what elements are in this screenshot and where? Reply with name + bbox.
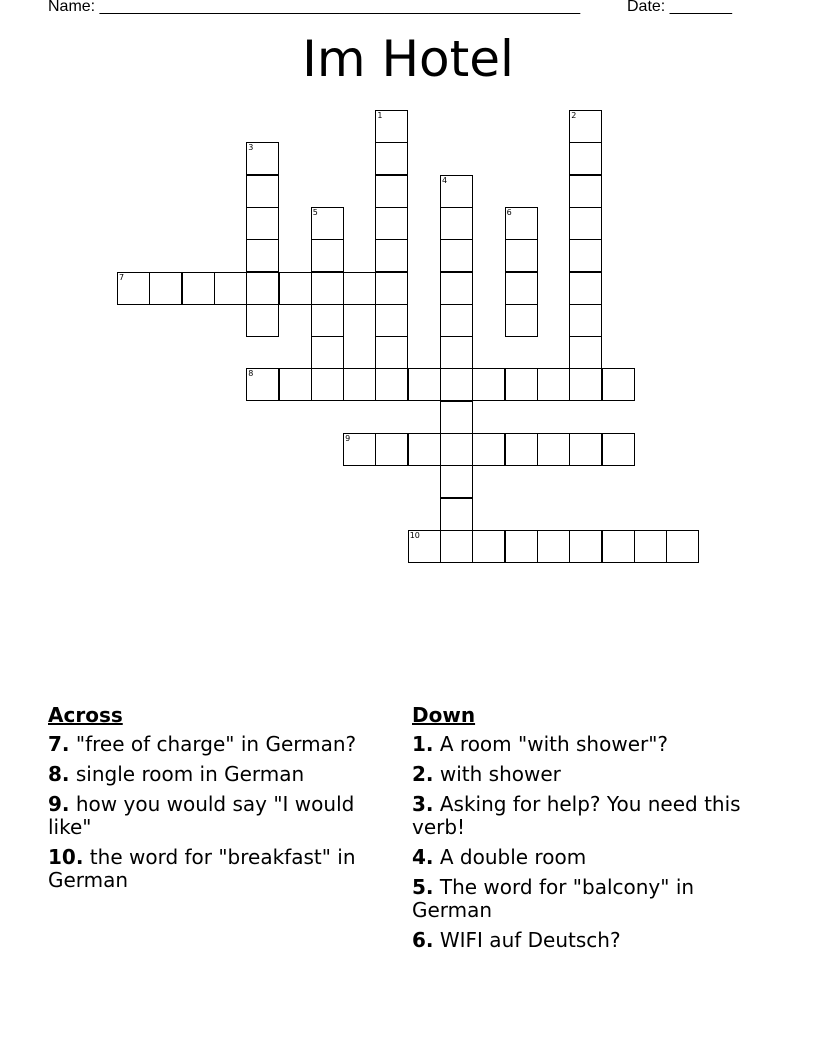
clue-number: 6. — [412, 928, 434, 952]
cell-number: 3 — [248, 143, 254, 153]
grid-cell[interactable] — [569, 368, 602, 401]
clue-text: single room in German — [75, 762, 305, 786]
grid-cell[interactable] — [246, 207, 279, 240]
grid-cell[interactable] — [343, 272, 376, 305]
grid-cell[interactable] — [505, 433, 538, 466]
grid-cell[interactable] — [375, 272, 408, 305]
grid-cell[interactable] — [569, 110, 602, 143]
grid-cell[interactable] — [408, 530, 441, 563]
grid-cell[interactable] — [505, 368, 538, 401]
grid-cell[interactable] — [440, 433, 473, 466]
grid-cell[interactable] — [375, 110, 408, 143]
grid-cell[interactable] — [472, 368, 505, 401]
cell-number: 7 — [119, 272, 125, 282]
grid-cell[interactable] — [505, 207, 538, 240]
grid-cell[interactable] — [440, 239, 473, 272]
grid-cell[interactable] — [311, 304, 344, 337]
grid-cell[interactable] — [472, 433, 505, 466]
clue-down-6 — [412, 929, 757, 952]
grid-cell[interactable] — [440, 207, 473, 240]
date-field-label: Date: _______ — [627, 0, 732, 15]
grid-cell[interactable] — [440, 272, 473, 305]
cell-number: 10 — [409, 530, 420, 540]
grid-cell[interactable] — [246, 239, 279, 272]
grid-cell[interactable] — [537, 368, 570, 401]
grid-cell[interactable] — [569, 433, 602, 466]
clue-across-9 — [48, 793, 388, 839]
grid-cell[interactable] — [408, 433, 441, 466]
clue-down-2 — [412, 763, 757, 786]
grid-cell[interactable] — [440, 465, 473, 498]
grid-cell[interactable] — [246, 142, 279, 175]
clue-number: 10. — [48, 845, 84, 869]
cell-number: 2 — [571, 111, 577, 120]
grid-cell[interactable] — [214, 272, 247, 305]
grid-cell[interactable] — [569, 175, 602, 208]
clue-text: how you would say "I would like" — [48, 792, 355, 839]
grid-cell[interactable] — [311, 368, 344, 401]
grid-cell[interactable] — [602, 530, 635, 563]
clue-across-8 — [48, 763, 388, 786]
grid-cell[interactable] — [569, 142, 602, 175]
grid-cell[interactable] — [182, 272, 215, 305]
grid-cell[interactable] — [375, 175, 408, 208]
clue-text: A double room — [439, 845, 587, 869]
grid-cell[interactable] — [569, 530, 602, 563]
grid-cell[interactable] — [569, 239, 602, 272]
down-clues — [412, 703, 757, 959]
cell-number: 5 — [312, 207, 318, 217]
grid-cell[interactable] — [311, 207, 344, 240]
grid-cell[interactable] — [246, 368, 279, 401]
grid-cell[interactable] — [569, 272, 602, 305]
cell-number: 9 — [345, 434, 351, 443]
clue-text: A room "with shower"? — [439, 732, 669, 756]
cell-number: 6 — [506, 207, 512, 217]
grid-cell[interactable] — [569, 336, 602, 369]
grid-cell[interactable] — [602, 433, 635, 466]
clue-down-1 — [412, 733, 757, 756]
grid-cell[interactable] — [440, 498, 473, 531]
grid-cell[interactable] — [343, 368, 376, 401]
clue-across-10 — [48, 846, 388, 892]
name-field-label: Name: ______________________________________________________ — [48, 0, 581, 15]
clue-down-4 — [412, 846, 757, 869]
grid-cell[interactable] — [505, 530, 538, 563]
grid-cell[interactable] — [602, 368, 635, 401]
grid-cell[interactable] — [375, 239, 408, 272]
grid-cell[interactable] — [311, 239, 344, 272]
clue-number: 5. — [412, 875, 434, 899]
grid-cell[interactable] — [505, 239, 538, 272]
grid-cell[interactable] — [472, 530, 505, 563]
grid-cell[interactable] — [408, 368, 441, 401]
clue-down-5 — [412, 876, 757, 922]
grid-cell[interactable] — [537, 433, 570, 466]
clue-text: "free of charge" in German? — [75, 732, 357, 756]
clue-number: 9. — [48, 792, 70, 816]
grid-cell[interactable] — [279, 272, 312, 305]
clue-number: 3. — [412, 792, 434, 816]
grid-cell[interactable] — [375, 304, 408, 337]
clue-number: 2. — [412, 762, 434, 786]
grid-cell[interactable] — [343, 433, 376, 466]
clue-number: 4. — [412, 845, 434, 869]
grid-cell[interactable] — [440, 368, 473, 401]
down-heading: Down — [412, 703, 476, 727]
grid-cell[interactable] — [537, 530, 570, 563]
grid-cell[interactable] — [440, 304, 473, 337]
grid-cell[interactable] — [569, 207, 602, 240]
grid-cell[interactable] — [279, 368, 312, 401]
clue-down-3 — [412, 793, 757, 839]
grid-cell[interactable] — [246, 175, 279, 208]
grid-cell[interactable] — [375, 207, 408, 240]
grid-cell[interactable] — [375, 142, 408, 175]
clue-text: the word for "breakfast" in German — [48, 845, 356, 892]
clue-across-7 — [48, 733, 388, 756]
grid-cell[interactable] — [375, 368, 408, 401]
grid-cell[interactable] — [440, 530, 473, 563]
grid-cell[interactable] — [149, 272, 182, 305]
grid-cell[interactable] — [505, 304, 538, 337]
grid-cell[interactable] — [440, 175, 473, 208]
clue-text: WIFI auf Deutsch? — [439, 928, 621, 952]
across-heading: Across — [48, 703, 123, 727]
grid-cell[interactable] — [246, 272, 279, 305]
clue-text: with shower — [439, 762, 561, 786]
grid-cell[interactable] — [569, 304, 602, 337]
cell-number: 1 — [377, 111, 383, 120]
grid-cell[interactable] — [440, 336, 473, 369]
clue-number: 7. — [48, 732, 70, 756]
grid-cell[interactable] — [375, 336, 408, 369]
grid-cell[interactable] — [440, 401, 473, 434]
grid-cell[interactable] — [634, 530, 667, 563]
cell-number: 8 — [248, 369, 254, 379]
clue-number: 1. — [412, 732, 434, 756]
clue-text: The word for "balcony" in German — [412, 875, 695, 922]
cell-number: 4 — [442, 175, 448, 185]
grid-cell[interactable] — [117, 272, 150, 305]
page-title: Im Hotel — [302, 30, 514, 88]
grid-cell[interactable] — [311, 272, 344, 305]
grid-cell[interactable] — [311, 336, 344, 369]
grid-cell[interactable] — [505, 272, 538, 305]
grid-cell[interactable] — [666, 530, 699, 563]
clue-number: 8. — [48, 762, 70, 786]
clue-text: Asking for help? You need this verb! — [412, 792, 741, 839]
grid-cell[interactable] — [246, 304, 279, 337]
grid-cell[interactable] — [375, 433, 408, 466]
across-clues — [48, 703, 388, 899]
